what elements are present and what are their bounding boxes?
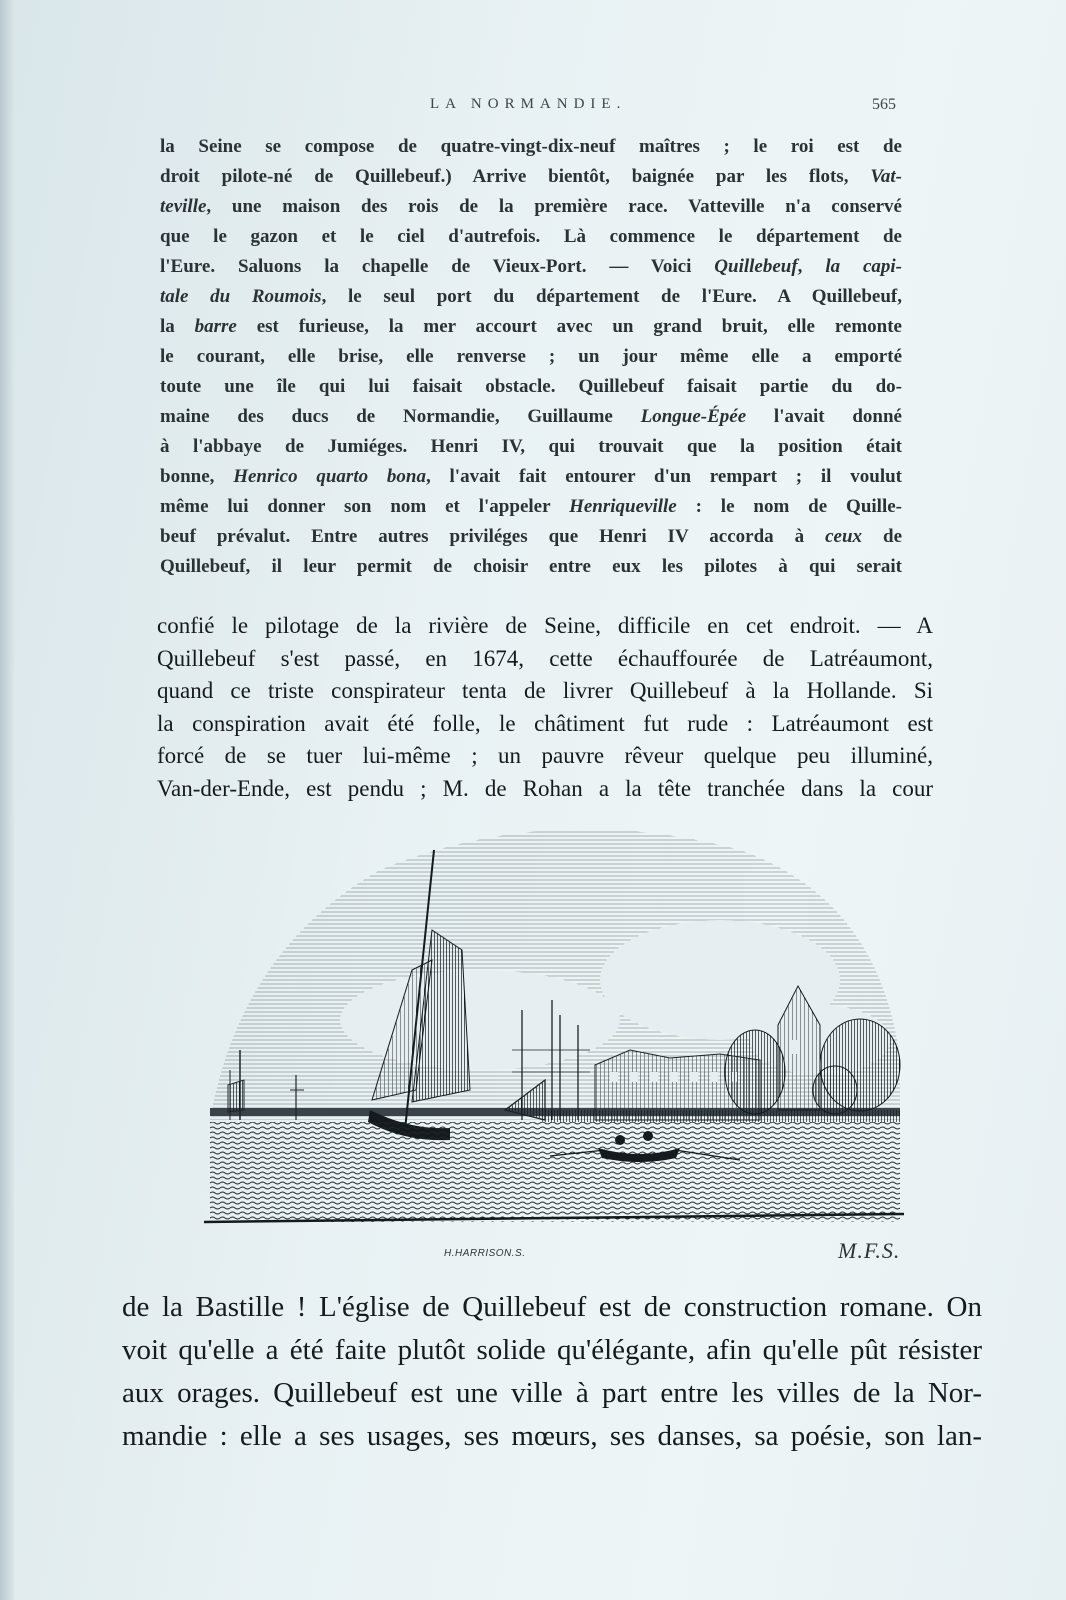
text-line (160, 372, 902, 402)
text-line (160, 492, 902, 522)
text-run: aux orages. Quillebeuf est une ville à part entre les villes de la Nor- (122, 1377, 982, 1409)
body-text-upper (160, 132, 902, 582)
text-run: , le seul port du département de l'Eure. A Quillebeuf, (321, 286, 902, 307)
water (210, 1122, 900, 1222)
text-run: toute une île qui lui faisait obstacle. Quillebeuf faisait partie du do- (160, 376, 902, 397)
text-run: , (797, 256, 826, 277)
text-line (160, 162, 902, 192)
text-line (157, 643, 933, 676)
text-line (160, 402, 902, 432)
italic-run: la capi- (825, 256, 903, 277)
text-line (122, 1415, 982, 1458)
text-line (160, 522, 902, 552)
quay-wall (540, 1110, 900, 1122)
text-run: mandie : elle a ses usages, ses mœurs, ses danses, sa poésie, son lan- (122, 1420, 982, 1452)
text-run: la (160, 316, 195, 337)
page-number: 565 (872, 96, 896, 113)
text-run: que le gazon et le ciel d'autrefois. Là commence le département de (160, 226, 902, 247)
text-line (160, 252, 902, 282)
text-line (122, 1372, 982, 1415)
italic-run: Vat- (870, 166, 902, 187)
artist-signature: M.F.S. (838, 1238, 901, 1263)
engraving-illustration (200, 810, 908, 1250)
running-title: LA NORMANDIE. (430, 96, 627, 112)
text-line (160, 222, 902, 252)
text-line (160, 282, 902, 312)
text-run: confié le pilotage de la rivière de Seine, difficile en cet endroit. — A (157, 613, 933, 638)
text-line (160, 432, 902, 462)
page-edge (0, 0, 14, 1600)
text-run: Van-der-Ende, est pendu ; M. de Rohan a la tête tranchée dans la cour (157, 775, 933, 801)
text-run: l'avait donné (746, 406, 902, 427)
text-run: droit pilote-né de Quillebeuf.) Arrive bientôt, baignée par les flots, (160, 166, 871, 187)
text-line (160, 342, 902, 372)
text-line (157, 675, 933, 708)
text-line (160, 192, 902, 222)
body-text-lower (157, 610, 933, 805)
italic-run: tale du Roumois (160, 286, 322, 307)
text-run: voit qu'elle a été faite plutôt solide qu'élégante, afin qu'elle pût résister (122, 1334, 982, 1366)
text-run: bonne, (160, 466, 234, 487)
text-run: l'Eure. Saluons la chapelle de Vieux-Port. — Voici (160, 256, 715, 277)
text-line (160, 132, 902, 162)
harbor-engraving (200, 810, 908, 1250)
italic-run: Quillebeuf (714, 256, 798, 277)
text-run: Quillebeuf, il leur permit de choisir entre eux les pilotes à qui serait (160, 556, 902, 577)
text-line (157, 708, 933, 741)
italic-run: teville (160, 196, 207, 217)
text-run: de (862, 526, 902, 547)
italic-run: Longue-Épée (640, 406, 747, 427)
text-run: quand ce triste conspirateur tenta de livrer Quillebeuf à la Hollande. Si (157, 678, 933, 703)
text-run: le courant, elle brise, elle renverse ; un jour même elle a emporté (160, 346, 902, 367)
text-run: est furieuse, la mer accourt avec un grand bruit, elle remonte (236, 316, 902, 337)
text-run: maine des ducs de Normandie, Guillaume (160, 406, 641, 427)
italic-run: barre (194, 316, 237, 337)
italic-run: Henriqueville (569, 496, 677, 517)
text-line (160, 312, 902, 342)
text-line (157, 610, 933, 643)
text-run: , l'avait fait entourer d'un rempart ; il voulut (425, 466, 902, 487)
text-line (157, 740, 933, 773)
text-run: : le nom de Quille- (676, 496, 902, 517)
text-run: , une maison des rois de la première race. Vatteville n'a conservé (206, 196, 902, 217)
italic-run: Henrico quarto bona (233, 466, 426, 487)
text-run: beuf prévalut. Entre autres priviléges que Henri IV accorda à (160, 526, 826, 547)
text-line (122, 1286, 982, 1329)
text-run: à l'abbaye de Jumiéges. Henri IV, qui trouvait que la position était (160, 436, 902, 457)
engraver-credit: H.HARRISON.S. (444, 1248, 526, 1259)
text-line (160, 552, 902, 582)
text-run: la Seine se compose de quatre-vingt-dix-neuf maîtres ; le roi est de (160, 136, 902, 157)
page-header (160, 96, 900, 120)
text-run: Quillebeuf s'est passé, en 1674, cette échauffourée de Latréaumont, (157, 645, 933, 671)
text-line (160, 462, 902, 492)
text-run: même lui donner son nom et l'appeler (160, 496, 570, 517)
text-run: de la Bastille ! L'église de Quillebeuf est de construction romane. On (122, 1291, 982, 1323)
text-line (122, 1329, 982, 1372)
body-text-continuation (122, 1286, 982, 1458)
text-line (157, 773, 933, 806)
text-run: la conspiration avait été folle, le châtiment fut rude : Latréaumont est (157, 710, 933, 736)
italic-run: ceux (825, 526, 863, 547)
text-run: forcé de se tuer lui-même ; un pauvre rêveur quelque peu illuminé, (157, 743, 933, 768)
